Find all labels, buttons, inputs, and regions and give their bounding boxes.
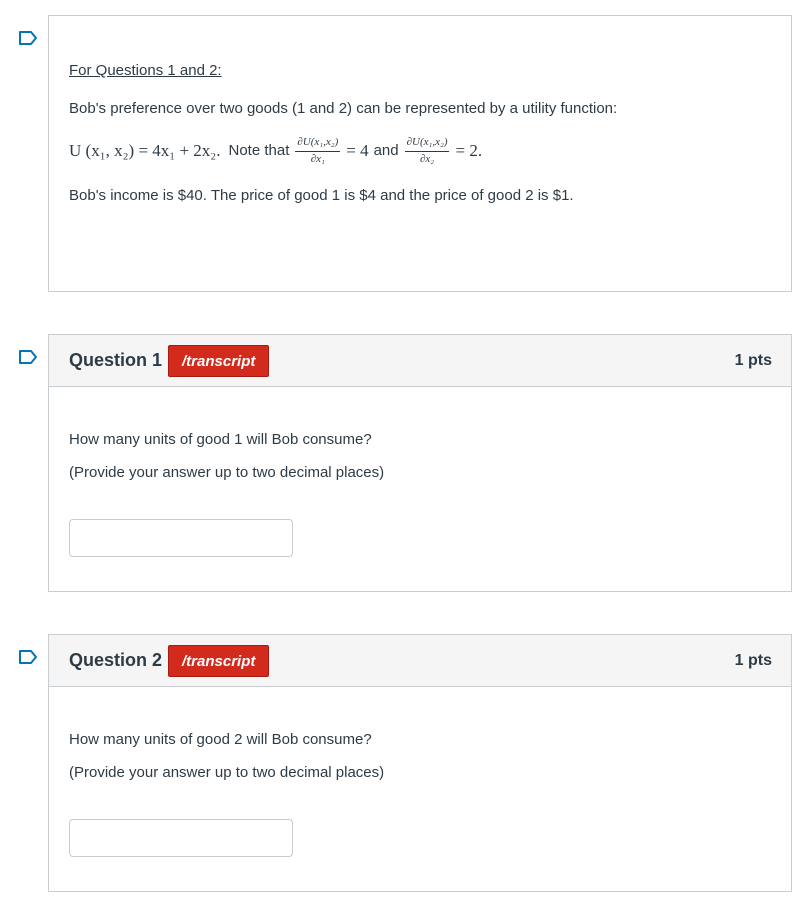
preference-text: Bob's preference over two goods (1 and 2) can be represented by a utility function:: [69, 100, 618, 117]
note-text: Note that: [228, 142, 290, 159]
flag-question-icon[interactable]: [18, 649, 38, 665]
points-label: 1 pts: [734, 651, 772, 669]
question-title: Question 1: [69, 350, 163, 370]
answer-input[interactable]: [69, 519, 293, 557]
question-hint: (Provide your answer up to two decimal places): [69, 464, 385, 481]
and-text: and: [373, 142, 399, 159]
answer-input[interactable]: [69, 819, 293, 857]
partial-2-value: = 2.: [455, 140, 483, 160]
points-label: 1 pts: [734, 351, 772, 369]
question-1-card: [48, 334, 792, 592]
intro-card: [48, 15, 792, 292]
partial-2-denominator: ∂x₂: [419, 152, 435, 165]
partial-1-value: = 4: [346, 140, 369, 160]
intro-heading: For Questions 1 and 2:: [69, 62, 222, 79]
income-text: Bob's income is $40. The price of good 1 is $4 and the price of good 2 is $1.: [69, 187, 574, 204]
utility-function: U (x₁, x₂) = 4x₁ + 2x₂.: [69, 140, 221, 160]
question-text: How many units of good 2 will Bob consume?: [69, 731, 372, 748]
partial-1-denominator: ∂x₁: [310, 152, 325, 165]
question-title: Question 2: [69, 650, 163, 670]
partial-derivative-1: [295, 137, 340, 165]
transcript-button[interactable]: /transcript: [168, 645, 269, 677]
partial-derivative-2: [405, 137, 450, 165]
utility-formula: [69, 133, 771, 169]
question-hint: (Provide your answer up to two decimal places): [69, 764, 385, 781]
partial-2-numerator: ∂U(x₁,x₂): [405, 137, 450, 152]
question-header: [49, 335, 791, 387]
partial-1-numerator: ∂U(x₁,x₂): [295, 137, 340, 152]
question-header: [49, 635, 791, 687]
transcript-button[interactable]: /transcript: [168, 345, 269, 377]
question-text: How many units of good 1 will Bob consume?: [69, 431, 372, 448]
flag-question-icon[interactable]: [18, 30, 38, 46]
flag-question-icon[interactable]: [18, 349, 38, 365]
question-2-card: [48, 634, 792, 892]
